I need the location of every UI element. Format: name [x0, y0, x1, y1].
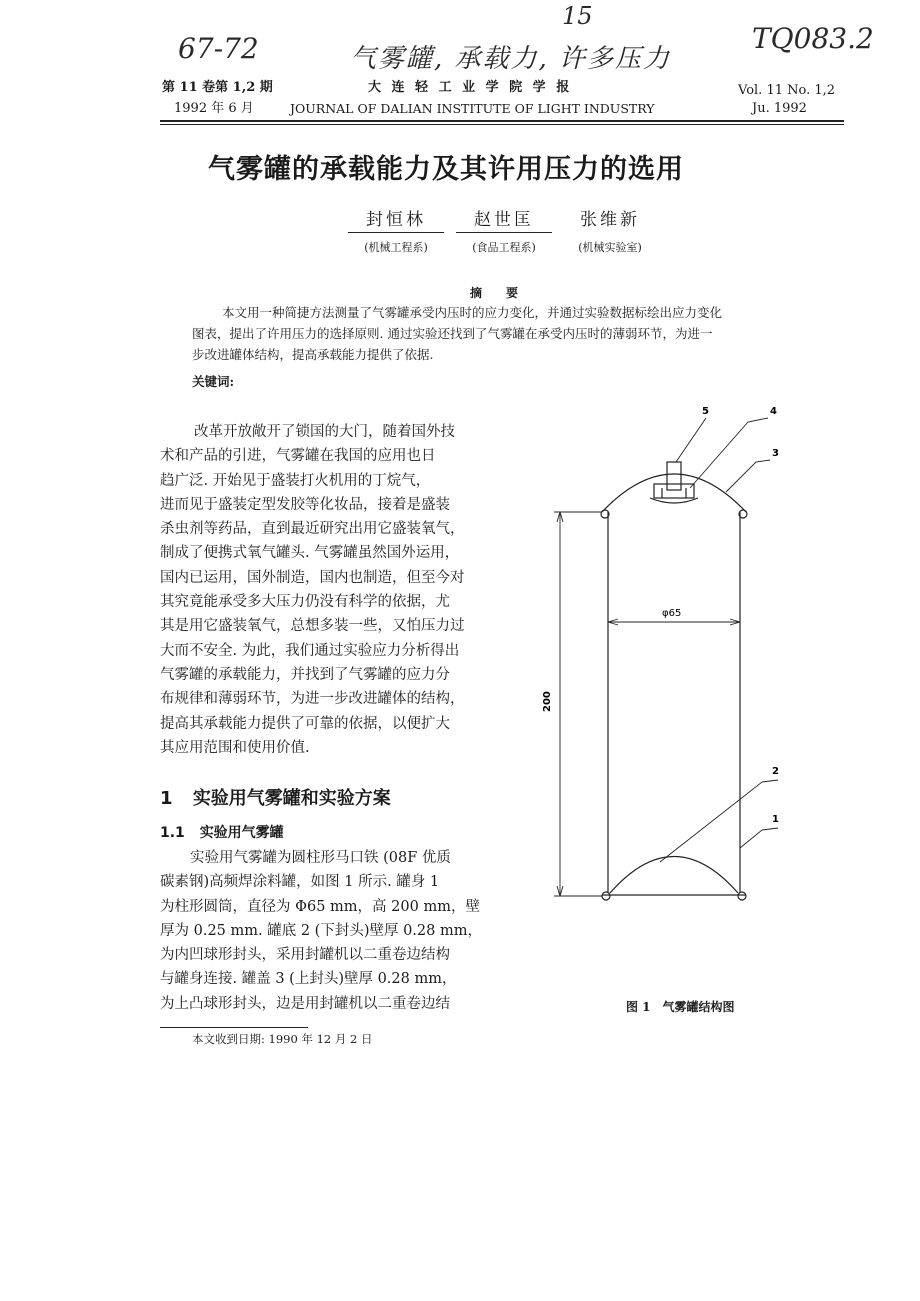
volume-issue-cn: 第 11 卷第 1,2 期 — [162, 80, 273, 95]
abstract-line: 本文用一种简捷方法测量了气雾罐承受内压时的应力变化，并通过实验数据标绘出应力变化 — [222, 305, 723, 320]
diameter-label: φ65 — [662, 608, 682, 619]
journal-title-cn: 大 连 轻 工 业 学 院 学 报 — [368, 80, 573, 95]
subsection-title: 实验用气雾罐 — [199, 825, 284, 841]
subsection-number: 1.1 — [160, 825, 185, 841]
part-label-4: 4 — [770, 406, 777, 417]
journal-title-en: JOURNAL OF DALIAN INSTITUTE OF LIGHT INDUSTRY — [290, 101, 655, 116]
text-line: 布规律和薄弱环节，为进一步改进罐体的结构， — [160, 691, 465, 708]
valve-cup — [654, 484, 694, 498]
leader-3 — [726, 460, 770, 492]
abstract-line: 步改进罐体结构，提高承载能力提供了依据. — [192, 347, 434, 362]
handwritten-classification: TQ083.2 — [752, 22, 874, 55]
text-line: 其是用它盛装氧气，总想多装一些，又怕压力过 — [160, 618, 465, 635]
text-line: 提高其承载能力提供了可靠的依据，以便扩大 — [160, 715, 450, 732]
author-affiliation: (机械实验室) — [578, 241, 642, 254]
paper-title: 气雾罐的承载能力及其许用压力的选用 — [208, 154, 684, 185]
author-3 — [562, 205, 658, 255]
text-line: 其究竟能承受多大压力仍没有科学的依据，尤 — [160, 594, 450, 611]
bottom-dome — [610, 857, 738, 894]
bottom-seam-right — [738, 892, 746, 900]
text-line: 制成了便携式氧气罐头. 气雾罐虽然国外运用， — [160, 545, 460, 562]
top-dome — [602, 474, 746, 512]
text-line: 术和产品的引进，气雾罐在我国的应用也日 — [160, 448, 436, 465]
text-line: 与罐身连接. 罐盖 3 (上封头)壁厚 0.28 mm， — [160, 971, 457, 988]
part-label-2: 2 — [772, 766, 779, 777]
text-line: 趋广泛. 开始见于盛装打火机用的丁烷气， — [160, 472, 431, 489]
author-name: 封恒林 — [348, 205, 444, 233]
footnote-received-date: 本文收到日期: 1990 年 12 月 2 日 — [192, 1032, 373, 1046]
subsection-1-1-heading — [160, 822, 284, 842]
text-line: 进而见于盛装定型发胶等化妆品，接着是盛装 — [160, 496, 450, 513]
author-1 — [348, 205, 444, 255]
valve-stem — [667, 462, 681, 490]
author-affiliation: (机械工程系) — [364, 241, 428, 254]
text-line: 碳素钢)高频焊涂料罐，如图 1 所示. 罐身 1 — [160, 874, 440, 891]
abstract-heading: 摘 要 — [470, 286, 519, 300]
part-label-5: 5 — [702, 406, 709, 417]
header-rule-top — [160, 120, 844, 122]
header-rule-bottom — [160, 124, 844, 125]
text-line: 其应用范围和使用价值. — [160, 739, 310, 756]
author-name: 张维新 — [580, 210, 640, 230]
handwritten-page-range: 67-72 — [178, 32, 259, 65]
author-affiliation: (食品工程系) — [472, 241, 536, 254]
height-dim-line — [554, 512, 602, 896]
author-2 — [456, 205, 552, 255]
leader-4 — [690, 418, 768, 488]
text-line: 厚为 0.25 mm. 罐底 2 (下封头)壁厚 0.28 mm， — [160, 922, 482, 939]
handwritten-number: 15 — [562, 2, 593, 30]
text-line: 改革开放敞开了锁国的大门，随着国外技 — [194, 424, 455, 440]
section-title: 实验用气雾罐和实验方案 — [192, 788, 391, 809]
part-label-3: 3 — [772, 448, 779, 459]
text-line: 为内凹球形封头，采用封罐机以二重卷边结构 — [160, 947, 450, 964]
text-line: 气雾罐的承载能力，并找到了气雾罐的应力分 — [160, 666, 450, 683]
section-1-1-paragraph — [160, 846, 506, 1016]
abstract-line: 图表，提出了许用压力的选择原则. 通过实验还找到了气雾罐在承受内压时的薄弱环节，为进一 — [192, 326, 713, 341]
section-number: 1 — [160, 788, 173, 809]
text-line: 实验用气雾罐为圆柱形马口铁 (08F 优质 — [190, 850, 451, 866]
height-label: 200 — [542, 691, 553, 712]
text-line: 为上凸球形封头，边是用封罐机以二重卷边结 — [160, 995, 450, 1012]
author-name: 赵世匡 — [456, 205, 552, 233]
aerosol-can-figure — [530, 400, 820, 920]
footnote-rule — [160, 1027, 308, 1028]
leader-5 — [676, 418, 706, 462]
date-en: Ju. 1992 — [752, 101, 807, 116]
intro-paragraph — [160, 420, 506, 760]
text-line: 杀虫剂等药品，直到最近研究出用它盛装氧气， — [160, 521, 465, 538]
leader-2 — [660, 780, 778, 862]
text-line: 国内已运用，国外制造，国内也制造，但至今对 — [160, 569, 465, 586]
bottom-seam-left — [602, 892, 610, 900]
handwritten-keywords: 气雾罐, 承载力, 许多压力 — [350, 44, 672, 74]
part-label-1: 1 — [772, 814, 779, 825]
text-line: 大而不安全. 为此，我们通过实验应力分析得出 — [160, 642, 460, 659]
figure-caption: 图 1 气雾罐结构图 — [626, 1000, 735, 1014]
abstract-body — [192, 302, 822, 365]
text-line: 为柱形圆筒，直径为 Φ65 mm，高 200 mm，壁 — [160, 898, 480, 915]
date-cn: 1992 年 6 月 — [174, 101, 254, 116]
can-body — [608, 512, 740, 893]
volume-issue-en: Vol. 11 No. 1,2 — [738, 83, 836, 98]
keywords-label: 关键词: — [192, 374, 235, 389]
section-1-heading — [160, 784, 391, 810]
leader-1 — [740, 828, 778, 848]
